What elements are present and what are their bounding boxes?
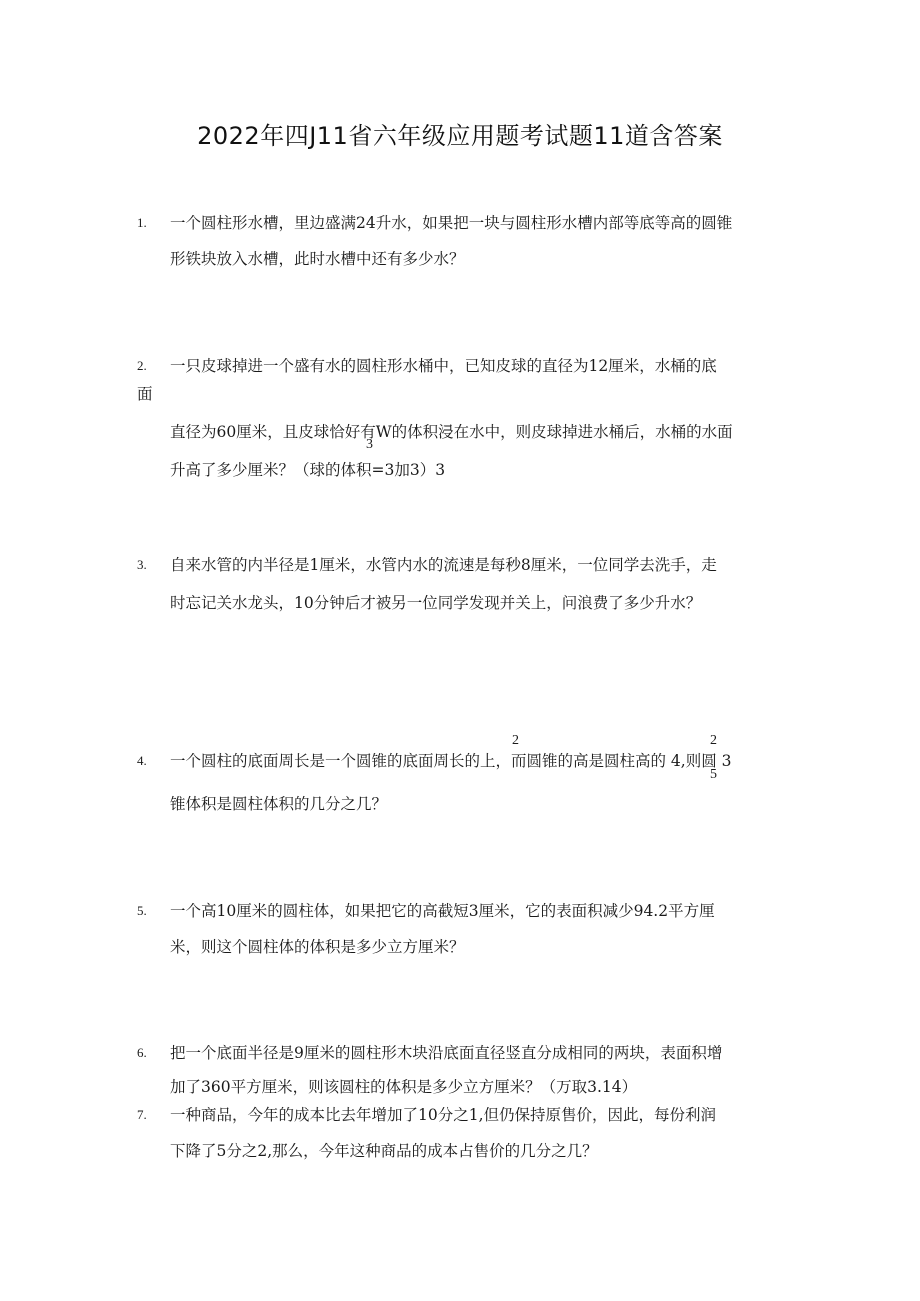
question-1-line-2: 形铁块放入水槽，此时水槽中还有多少水？ [170, 250, 465, 268]
question-2-line-2: 面 [137, 385, 153, 403]
question-6-number: 6. [137, 1045, 147, 1060]
question-2-number: 2. [137, 358, 147, 373]
question-2-line-3: 直径为60厘米，且皮球恰好有W的体积浸在水中，则皮球掉进水桶后，水桶的水面 [170, 423, 733, 441]
question-5-line-1: 一个高10厘米的圆柱体，如果把它的高截短3厘米，它的表面积减少94.2平方厘 [170, 902, 715, 920]
question-7-line-2: 下降了5分之2,那么，今年这种商品的成本占售价的几分之几？ [170, 1142, 598, 1160]
question-3-line-2: 时忘记关水龙头，10分钟后才被另一位同学发现并关上，问浪费了多少升水？ [170, 594, 702, 612]
question-4-line-2: 锥体积是圆柱体积的几分之几？ [170, 795, 388, 813]
question-5-number: 5. [137, 903, 147, 918]
question-7-line-1: 一种商品，今年的成本比去年增加了10分之1,但仍保持原售价，因此，每份利润 [170, 1106, 717, 1124]
question-2-line-4: 升高了多少厘米？（球的体积=3加3）3 [170, 461, 446, 479]
question-4-fraction-top-1: 2 [512, 733, 519, 748]
question-4-line-1: 一个圆柱的底面周长是一个圆锥的底面周长的上，而圆锥的高是圆柱高的 4,则圆 3 [170, 752, 732, 770]
question-2-fraction-denominator: 3 [366, 437, 373, 452]
question-1-line-1: 一个圆柱形水槽，里边盛满24升水，如果把一块与圆柱形水槽内部等底等高的圆锥 [170, 214, 733, 232]
question-7-number: 7. [137, 1107, 147, 1122]
question-4-fraction-bottom-2: 5 [710, 767, 717, 782]
question-2-line-1: 一只皮球掉进一个盛有水的圆柱形水桶中，已知皮球的直径为12厘米，水桶的底 [170, 357, 717, 375]
question-1-number: 1. [137, 215, 147, 230]
question-4-number: 4. [137, 753, 147, 768]
question-3-line-1: 自来水管的内半径是1厘米，水管内水的流速是每秒8厘米，一位同学去洗手，走 [170, 556, 717, 574]
question-4-fraction-top-2: 2 [710, 733, 717, 748]
question-5-line-2: 米，则这个圆柱体的体积是多少立方厘米？ [170, 938, 465, 956]
page-title: 2022年四J11省六年级应用题考试题11道含答案 [197, 122, 723, 150]
question-6-line-2: 加了360平方厘米，则该圆柱的体积是多少立方厘米？（万取3.14） [170, 1078, 638, 1096]
question-6-line-1: 把一个底面半径是9厘米的圆柱形木块沿底面直径竖直分成相同的两块，表面积增 [170, 1044, 723, 1062]
question-3-number: 3. [137, 557, 147, 572]
